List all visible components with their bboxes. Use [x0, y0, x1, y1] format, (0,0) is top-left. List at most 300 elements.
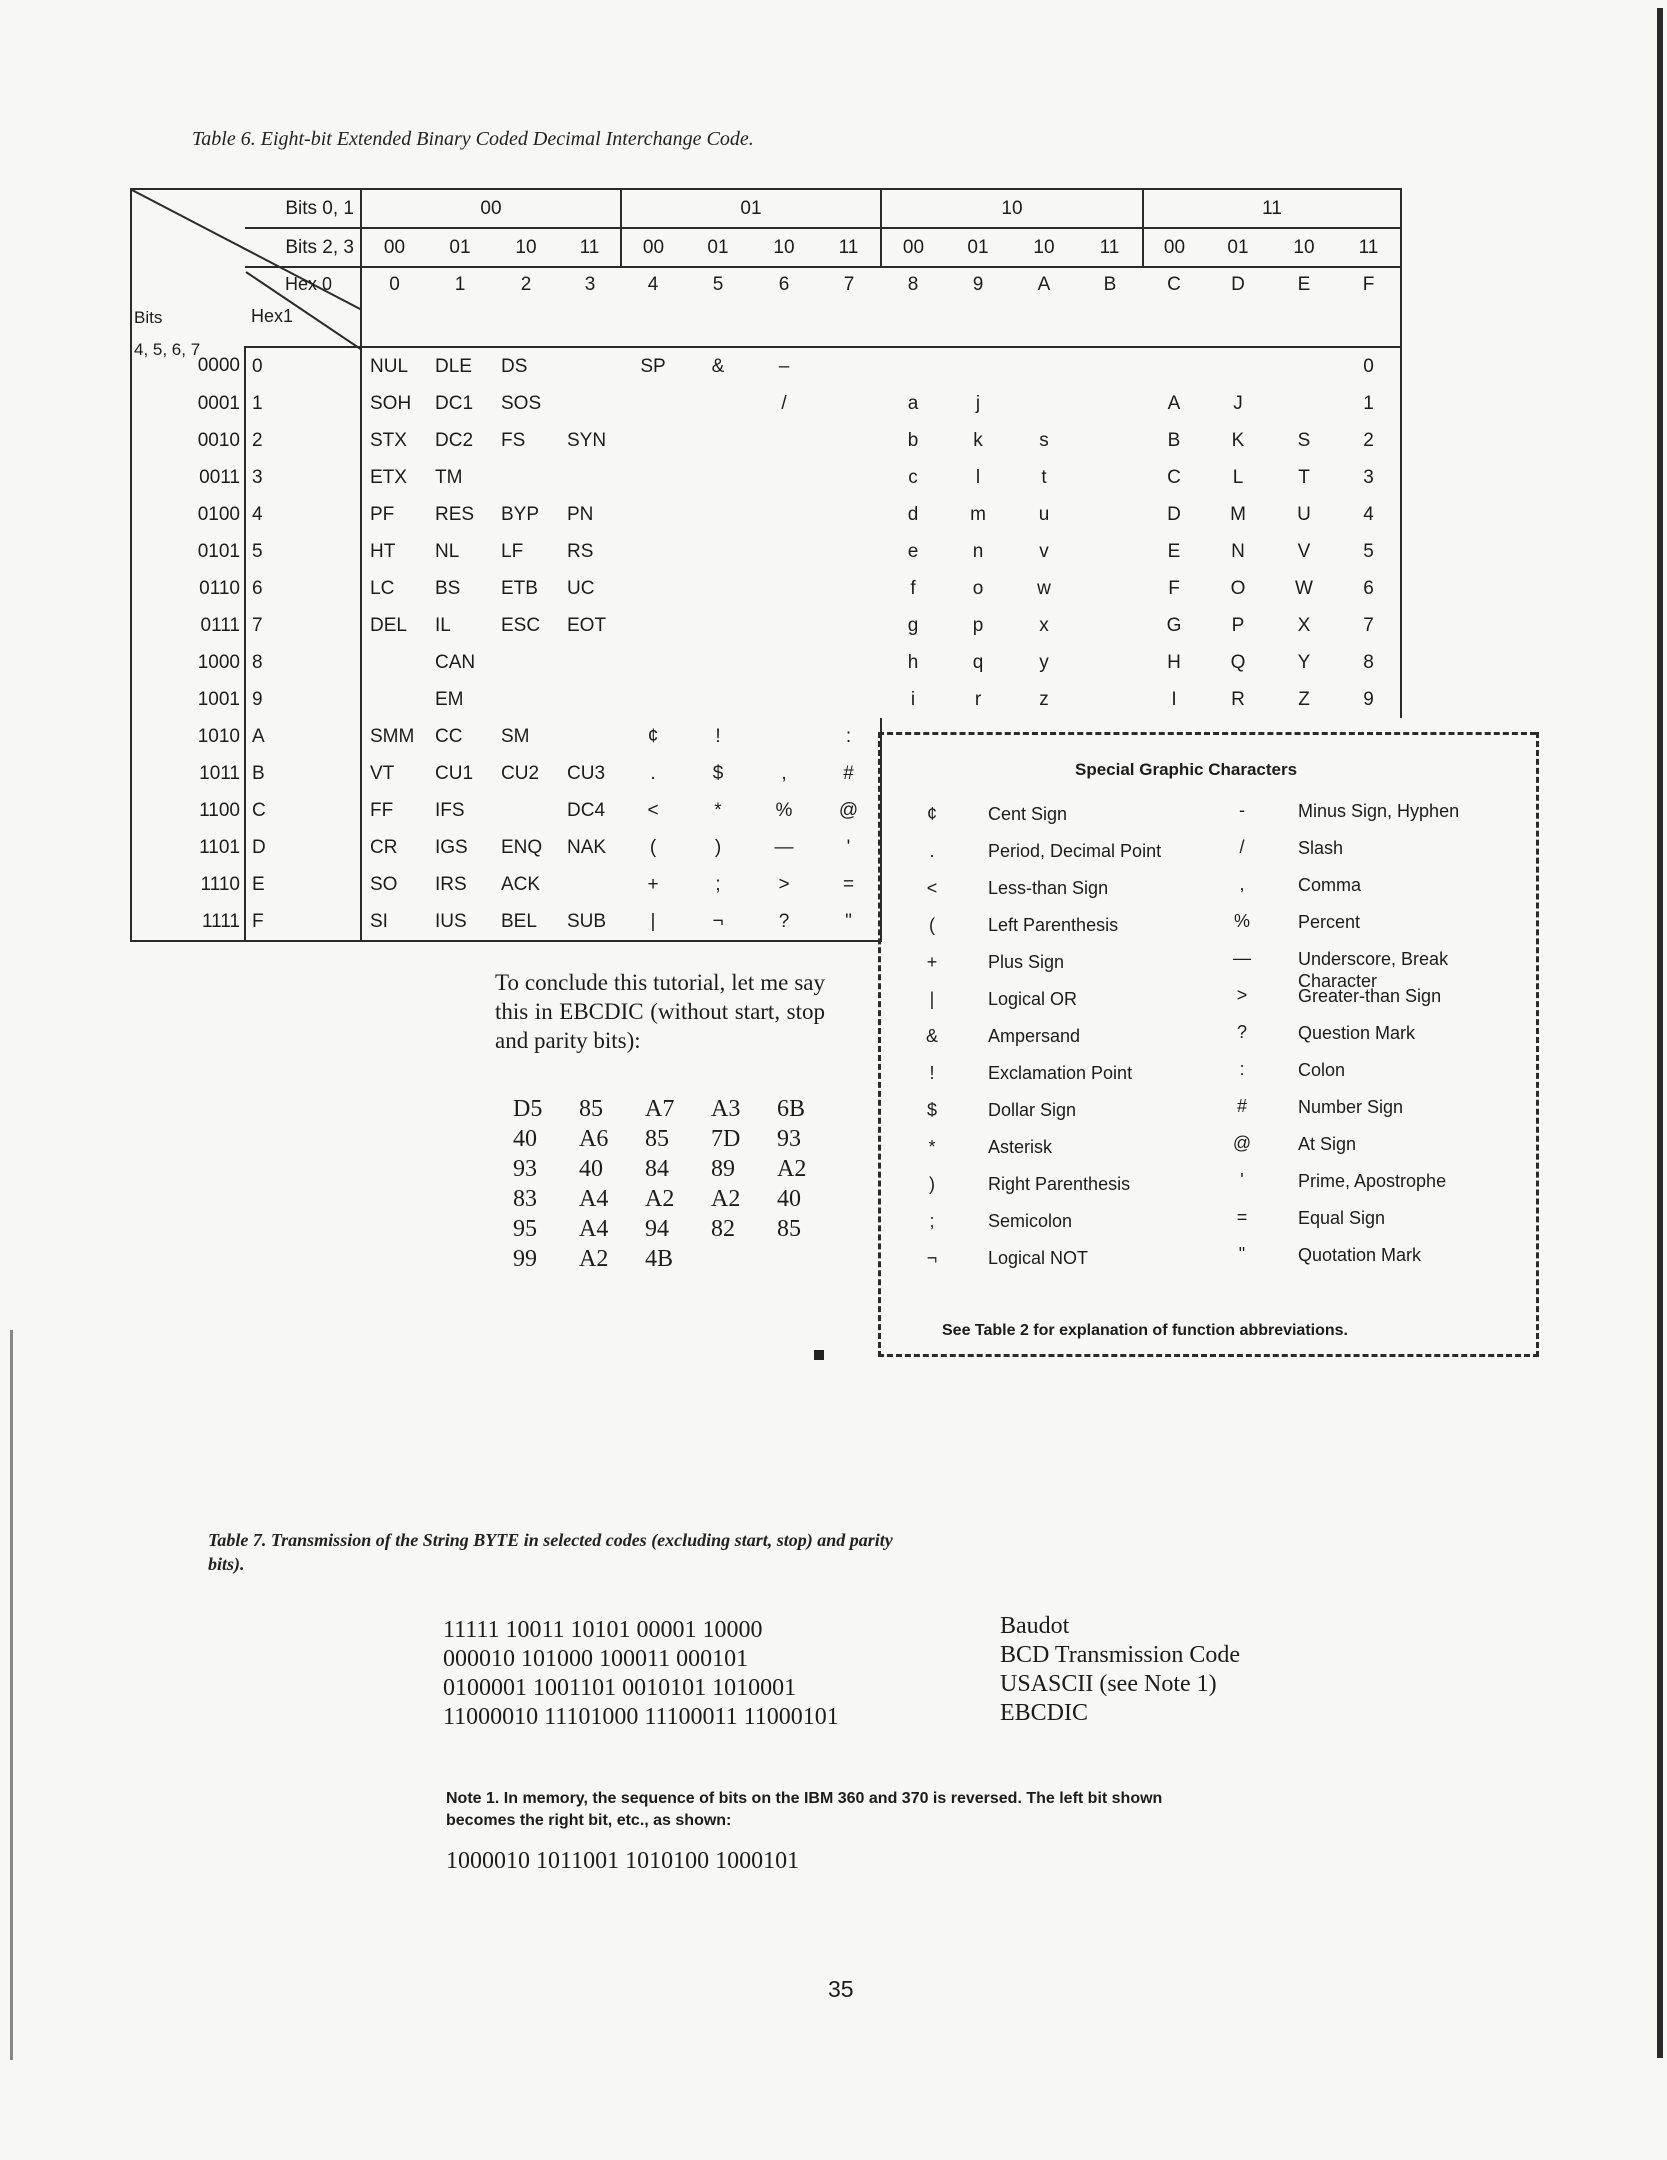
- code-cell: [1077, 422, 1143, 459]
- row-hex: F: [245, 903, 361, 941]
- hex-value: A3: [711, 1096, 741, 1122]
- code-cell: [685, 681, 751, 718]
- hex1-label: Hex1: [251, 306, 294, 326]
- hex-row: [513, 1214, 843, 1244]
- code-cell: PN: [567, 503, 594, 525]
- code-cell: %: [775, 799, 793, 821]
- code-cell: u: [1038, 503, 1050, 525]
- special-symbol: :: [1239, 1059, 1245, 1079]
- code-cell: B: [1167, 429, 1181, 451]
- code-cell: HT: [370, 540, 396, 562]
- code-cell: F: [1168, 577, 1180, 599]
- special-symbol: %: [1233, 911, 1250, 931]
- special-symbol: ¬: [926, 1248, 938, 1268]
- code-cell: U: [1297, 503, 1311, 525]
- code-cell: [685, 385, 751, 422]
- code-cell: ¢: [647, 725, 659, 747]
- hex-header: 7: [817, 267, 881, 347]
- code-cell: E: [1167, 540, 1181, 562]
- code-string: 0100001 1001101 0010101 1010001: [443, 1675, 797, 1701]
- group-header-11: 11: [1143, 189, 1401, 228]
- code-cell: n: [972, 540, 984, 562]
- hex0-label: Hex 0: [285, 274, 333, 294]
- code-cell: SOH: [370, 392, 412, 414]
- code-cell: EM: [435, 688, 464, 710]
- special-symbol-name: Underscore, Break Character: [1298, 949, 1449, 991]
- row-hex: D: [245, 829, 361, 866]
- code-cell: 1: [1337, 385, 1401, 422]
- hex-value: A2: [711, 1186, 741, 1212]
- code-cell: [1077, 533, 1143, 570]
- hex-row: [513, 1094, 843, 1124]
- code-cell: ETX: [370, 466, 407, 488]
- code-cell: [361, 644, 427, 681]
- code-cell: c: [908, 466, 918, 488]
- hex-value: A7: [645, 1096, 675, 1122]
- hex-value: 4B: [645, 1246, 674, 1272]
- code-cell: ': [817, 829, 881, 866]
- hex-label-cell: [245, 267, 361, 347]
- code-cell: i: [910, 688, 916, 710]
- hex-header: 9: [945, 267, 1011, 347]
- code-cell: SOS: [501, 392, 542, 414]
- hex-header: E: [1271, 267, 1337, 347]
- code-cell: ESC: [501, 614, 541, 636]
- row-binary: 1110: [131, 866, 245, 903]
- special-symbol-name: Prime, Apostrophe: [1298, 1171, 1447, 1191]
- hex-header: C: [1143, 267, 1205, 347]
- code-cell: O: [1230, 577, 1246, 599]
- code-cell: [685, 644, 751, 681]
- hex-value: 93: [513, 1156, 537, 1182]
- code-cell: [493, 681, 559, 718]
- group-header-01: 01: [621, 189, 881, 228]
- code-cell: [685, 496, 751, 533]
- hex-value: A2: [777, 1156, 807, 1182]
- code-cell: DC2: [435, 429, 474, 451]
- sub-header: 01: [427, 228, 493, 267]
- code-cell: (: [649, 836, 657, 858]
- hex-value: 85: [579, 1096, 603, 1122]
- code-cell: q: [972, 651, 984, 673]
- code-cell: T: [1298, 466, 1310, 488]
- special-symbol: $: [926, 1100, 937, 1120]
- code-cell: ;: [715, 873, 721, 895]
- code-cell: [559, 347, 621, 385]
- code-cell: NUL: [370, 355, 409, 377]
- table7-codes: [443, 1616, 839, 1732]
- special-symbol: |: [929, 989, 935, 1009]
- code-cell: [685, 459, 751, 496]
- code-cell: SO: [370, 873, 398, 895]
- code-cell: [621, 533, 685, 570]
- hex-row: [513, 1184, 843, 1214]
- hex-header: 1: [427, 267, 493, 347]
- special-symbol-name: Slash: [1298, 838, 1344, 858]
- code-cell: DC1: [435, 392, 474, 414]
- code-cell: 8: [1337, 644, 1401, 681]
- bits-label: Bits: [134, 308, 163, 327]
- code-cell: 9: [1337, 681, 1401, 718]
- hex-value: 85: [777, 1216, 801, 1242]
- hex-header: B: [1077, 267, 1143, 347]
- code-cell: [1011, 385, 1077, 422]
- code-cell: j: [975, 392, 981, 414]
- special-symbol-name: Period, Decimal Point: [988, 841, 1162, 861]
- code-cell: FS: [501, 429, 526, 451]
- row-binary: 0111: [131, 607, 245, 644]
- special-symbol: ": [1238, 1244, 1246, 1264]
- bits23-label: Bits 2, 3: [245, 228, 361, 267]
- code-cell: :: [817, 718, 881, 755]
- code-name: BCD Transmission Code: [1000, 1642, 1241, 1668]
- row-hex: 8: [245, 644, 361, 681]
- code-cell: [1077, 607, 1143, 644]
- code-cell: [1143, 347, 1205, 385]
- special-symbol-name: Exclamation Point: [988, 1063, 1133, 1083]
- hex-header: 4: [621, 267, 685, 347]
- special-symbol-name: Percent: [1298, 912, 1361, 932]
- special-characters-title: Special Graphic Characters: [1075, 760, 1298, 779]
- hex-value: 40: [513, 1126, 537, 1152]
- special-symbol-name: Semicolon: [988, 1211, 1073, 1231]
- special-symbol-name: Left Parenthesis: [988, 915, 1119, 935]
- code-cell: 6: [1337, 570, 1401, 607]
- code-cell: [881, 347, 945, 385]
- row-binary: 0010: [131, 422, 245, 459]
- code-cell: [817, 459, 881, 496]
- code-cell: p: [972, 614, 984, 636]
- code-cell: [1205, 347, 1271, 385]
- row-hex: C: [245, 792, 361, 829]
- code-cell: IUS: [427, 903, 493, 941]
- code-cell: .: [650, 762, 656, 784]
- code-cell: [1077, 570, 1143, 607]
- row-hex: 1: [245, 385, 361, 422]
- code-cell: [559, 718, 621, 755]
- sub-header: 10: [751, 228, 817, 267]
- code-cell: IGS: [435, 836, 468, 858]
- hex-row: [513, 1124, 843, 1154]
- sub-header: 11: [817, 228, 881, 267]
- special-symbol-name: Right Parenthesis: [988, 1174, 1131, 1194]
- code-cell: [1271, 347, 1337, 385]
- code-cell: G: [1166, 614, 1182, 636]
- code-cell: [817, 681, 881, 718]
- code-cell: EOT: [567, 614, 607, 636]
- code-cell: R: [1231, 688, 1245, 710]
- code-cell: [685, 607, 751, 644]
- special-symbol-name: Plus Sign: [988, 952, 1065, 972]
- hex-value: 40: [777, 1186, 801, 1212]
- code-cell: [817, 496, 881, 533]
- code-cell: [817, 385, 881, 422]
- code-cell: IRS: [435, 873, 467, 895]
- code-cell: S: [1297, 429, 1311, 451]
- sub-header: 00: [881, 228, 945, 267]
- code-cell: SYN: [567, 429, 607, 451]
- code-cell: X: [1297, 614, 1311, 636]
- special-symbol-name: Ampersand: [988, 1026, 1081, 1046]
- code-string: 11111 10011 10101 00001 10000: [443, 1617, 763, 1643]
- special-symbol-name: Dollar Sign: [988, 1100, 1077, 1120]
- code-cell: SP: [640, 355, 666, 377]
- code-cell: [621, 422, 685, 459]
- code-cell: [817, 570, 881, 607]
- hex-value: [777, 1244, 843, 1274]
- code-cell: SM: [501, 725, 530, 747]
- code-cell: FF: [370, 799, 394, 821]
- code-cell: [1077, 681, 1143, 718]
- code-cell: [751, 607, 817, 644]
- row-hex: 7: [245, 607, 361, 644]
- code-cell: [621, 570, 685, 607]
- code-name: Baudot: [1000, 1613, 1070, 1639]
- code-cell: –: [778, 355, 790, 377]
- code-cell: H: [1167, 651, 1181, 673]
- code-cell: C: [1167, 466, 1181, 488]
- code-cell: ENQ: [501, 836, 543, 858]
- row-hex: 5: [245, 533, 361, 570]
- special-symbol: -: [1239, 800, 1245, 820]
- code-cell: Q: [1230, 651, 1246, 673]
- row-binary: 1111: [131, 903, 245, 941]
- code-cell: [1077, 459, 1143, 496]
- special-symbol: &: [925, 1026, 938, 1046]
- sub-header: 11: [1337, 228, 1401, 267]
- code-cell: [751, 718, 817, 755]
- code-cell: UC: [567, 577, 595, 599]
- code-cell: IFS: [435, 799, 465, 821]
- tutorial-text: To conclude this tutorial, let me say this in EBCDIC (without start, stop and parity bits):: [495, 970, 825, 1053]
- special-footnote: See Table 2 for explanation of function abbreviations.: [942, 1322, 1348, 1339]
- code-cell: BYP: [501, 503, 540, 525]
- hex-value: A2: [579, 1246, 609, 1272]
- row-hex: 6: [245, 570, 361, 607]
- hex-header: 0: [361, 267, 427, 347]
- special-symbol-name: Colon: [1298, 1060, 1346, 1080]
- hex-header: 5: [685, 267, 751, 347]
- code-cell: f: [910, 577, 916, 599]
- code-cell: [685, 422, 751, 459]
- code-cell: v: [1039, 540, 1049, 562]
- page-edge: [1657, 8, 1663, 2058]
- sub-header: 10: [1271, 228, 1337, 267]
- code-cell: [559, 681, 621, 718]
- special-symbol-name: Minus Sign, Hyphen: [1298, 801, 1460, 821]
- row-hex: 4: [245, 496, 361, 533]
- code-cell: [361, 681, 427, 718]
- hex-row: [513, 1154, 843, 1184]
- code-cell: t: [1041, 466, 1047, 488]
- special-symbol: ,: [1239, 874, 1245, 894]
- code-cell: b: [907, 429, 919, 451]
- special-symbol-name: Comma: [1298, 875, 1362, 895]
- code-cell: [493, 792, 559, 829]
- code-cell: [621, 681, 685, 718]
- special-symbol: @: [1232, 1133, 1252, 1153]
- row-hex: 3: [245, 459, 361, 496]
- hex-value: D5: [513, 1096, 543, 1122]
- code-cell: $: [712, 762, 724, 784]
- code-cell: V: [1297, 540, 1311, 562]
- code-cell: [751, 496, 817, 533]
- code-cell: Y: [1297, 651, 1311, 673]
- code-cell: CU1: [435, 762, 474, 784]
- code-cell: &: [711, 355, 725, 377]
- code-cell: [751, 459, 817, 496]
- special-symbol: <: [926, 878, 938, 898]
- special-symbol-name: At Sign: [1298, 1134, 1357, 1154]
- code-cell: [751, 422, 817, 459]
- code-cell: STX: [370, 429, 407, 451]
- code-cell: [621, 385, 685, 422]
- code-cell: [1077, 644, 1143, 681]
- hex-value: 95: [513, 1216, 537, 1242]
- code-cell: TM: [435, 466, 463, 488]
- code-cell: ): [714, 836, 722, 858]
- row-binary: 0110: [131, 570, 245, 607]
- end-mark: [814, 1350, 824, 1360]
- code-cell: ETB: [501, 577, 538, 599]
- row-binary: 0011: [131, 459, 245, 496]
- hex-header: D: [1205, 267, 1271, 347]
- bits4567-label: 4, 5, 6, 7: [134, 340, 201, 359]
- special-symbol: +: [926, 952, 938, 972]
- code-cell: LC: [370, 577, 395, 599]
- code-cell: I: [1171, 688, 1177, 710]
- special-symbol-name: Asterisk: [988, 1137, 1053, 1157]
- code-cell: *: [714, 799, 722, 821]
- hex-value: A2: [645, 1186, 675, 1212]
- hex-value: A6: [579, 1126, 609, 1152]
- code-cell: VT: [370, 762, 395, 784]
- code-cell: CU2: [501, 762, 540, 784]
- code-cell: CR: [370, 836, 398, 858]
- sub-header: 01: [945, 228, 1011, 267]
- hex-value: A4: [579, 1186, 609, 1212]
- code-cell: ¬: [685, 903, 751, 941]
- row-binary: 0000: [131, 347, 245, 385]
- code-cell: a: [907, 392, 919, 414]
- code-cell: P: [1231, 614, 1245, 636]
- sub-header: 01: [1205, 228, 1271, 267]
- code-cell: [621, 644, 685, 681]
- code-cell: ": [817, 903, 881, 941]
- hex-value: 84: [645, 1156, 669, 1182]
- sub-header: 11: [1077, 228, 1143, 267]
- code-cell: [1077, 385, 1143, 422]
- row-binary: 1101: [131, 829, 245, 866]
- code-cell: A: [1167, 392, 1181, 414]
- note1-text: Note 1. In memory, the sequence of bits on the IBM 360 and 370 is reversed. The left bit shown becomes the right bit, etc., as shown:: [446, 1790, 1163, 1829]
- code-cell: [559, 459, 621, 496]
- hex-header: 8: [881, 267, 945, 347]
- code-name: EBCDIC: [1000, 1700, 1089, 1726]
- code-cell: L: [1232, 466, 1244, 488]
- code-cell: |: [621, 903, 685, 941]
- row-binary: 1001: [131, 681, 245, 718]
- sub-header: 00: [361, 228, 427, 267]
- code-cell: ?: [751, 903, 817, 941]
- hex-value: 82: [711, 1216, 735, 1242]
- code-cell: [751, 533, 817, 570]
- row-hex: A: [245, 718, 361, 755]
- row-hex: 0: [245, 347, 361, 385]
- sub-header: 10: [1011, 228, 1077, 267]
- sub-header: 11: [559, 228, 621, 267]
- code-cell: [1271, 385, 1337, 422]
- code-cell: <: [647, 799, 659, 821]
- code-string: 000010 101000 100011 000101: [443, 1646, 749, 1672]
- hex-value: 94: [645, 1216, 669, 1242]
- code-cell: K: [1231, 429, 1245, 451]
- code-cell: CU3: [567, 762, 606, 784]
- row-binary: 1011: [131, 755, 245, 792]
- hex-value: 89: [711, 1156, 735, 1182]
- special-symbol-name: Less-than Sign: [988, 878, 1109, 898]
- hex-header: F: [1337, 267, 1401, 347]
- code-cell: @: [817, 792, 881, 829]
- hex-value: 93: [777, 1126, 801, 1152]
- code-cell: x: [1039, 614, 1049, 636]
- code-cell: k: [973, 429, 983, 451]
- code-cell: D: [1167, 503, 1181, 525]
- code-cell: [817, 644, 881, 681]
- code-cell: CC: [435, 725, 463, 747]
- code-cell: DC4: [567, 799, 606, 821]
- row-hex: E: [245, 866, 361, 903]
- code-cell: g: [907, 614, 919, 636]
- code-cell: J: [1233, 392, 1243, 414]
- code-cell: [1011, 347, 1077, 385]
- hex-row: [513, 1244, 843, 1274]
- special-symbol: *: [928, 1137, 936, 1157]
- code-cell: BEL: [493, 903, 559, 941]
- special-symbol-name: Equal Sign: [1298, 1208, 1386, 1228]
- code-cell: w: [1037, 577, 1051, 599]
- row-binary: 1000: [131, 644, 245, 681]
- sub-header: 10: [493, 228, 559, 267]
- code-cell: l: [975, 466, 981, 488]
- hex-value: A4: [579, 1216, 609, 1242]
- code-cell: [751, 681, 817, 718]
- code-cell: M: [1230, 503, 1246, 525]
- code-cell: s: [1039, 429, 1049, 451]
- code-cell: ACK: [501, 873, 541, 895]
- code-cell: [493, 459, 559, 496]
- code-cell: DEL: [370, 614, 407, 636]
- hex-header: 6: [751, 267, 817, 347]
- code-cell: [945, 347, 1011, 385]
- special-symbol: ¢: [926, 804, 937, 824]
- code-cell: +: [647, 873, 659, 895]
- code-cell: N: [1231, 540, 1245, 562]
- special-symbol: .: [929, 841, 935, 861]
- code-name: USASCII (see Note 1): [1000, 1671, 1217, 1697]
- special-symbol: ?: [1236, 1022, 1247, 1042]
- code-cell: 3: [1337, 459, 1401, 496]
- code-cell: [817, 533, 881, 570]
- code-cell: [1077, 347, 1143, 385]
- code-cell: m: [970, 503, 986, 525]
- special-symbol: !: [929, 1063, 935, 1083]
- code-cell: [685, 533, 751, 570]
- code-cell: SI: [361, 903, 427, 941]
- special-symbol-name: Cent Sign: [988, 804, 1068, 824]
- code-cell: h: [907, 651, 919, 673]
- code-cell: [559, 866, 621, 903]
